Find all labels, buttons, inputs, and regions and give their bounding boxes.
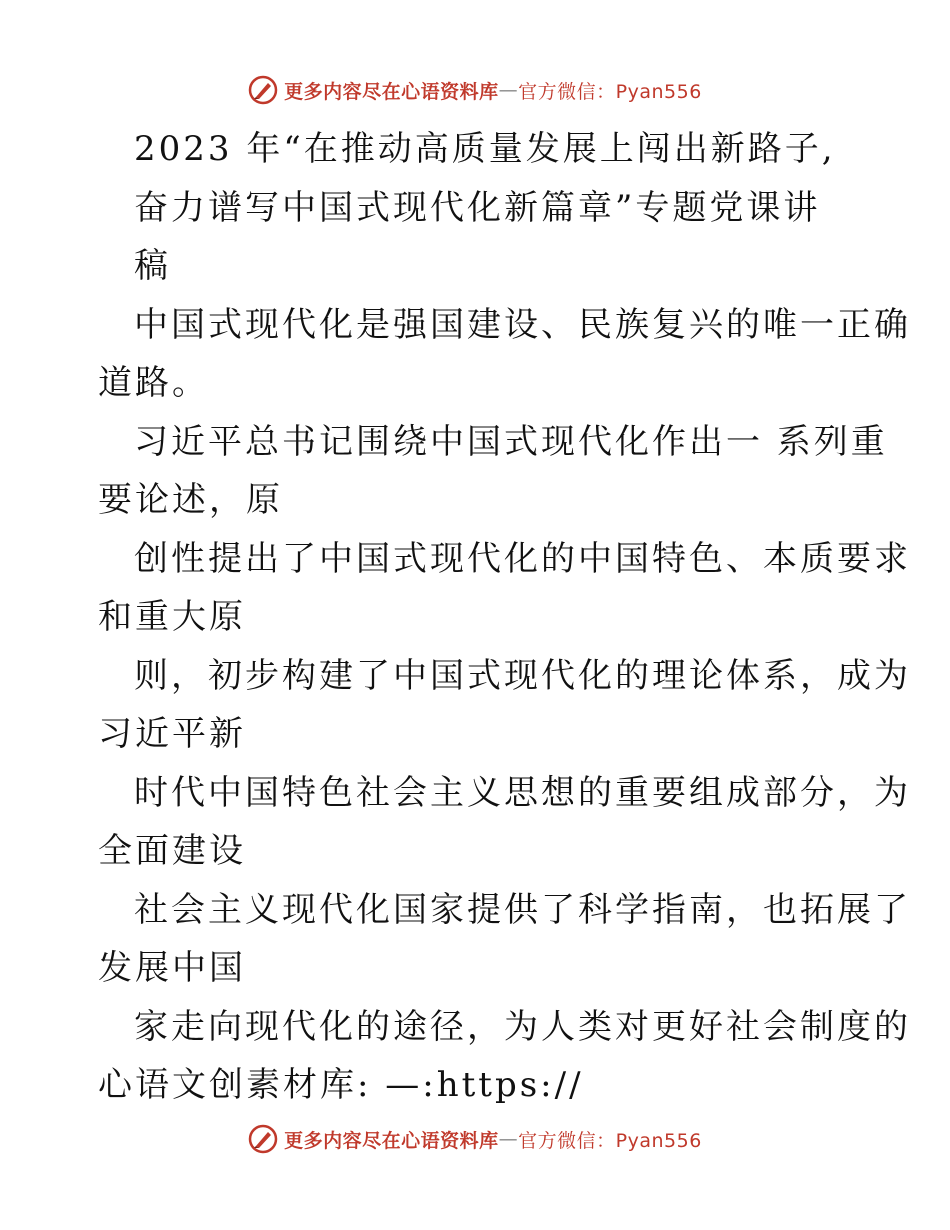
banner-main-text: 更多内容尽在心语资料库	[284, 1129, 499, 1152]
footer-banner	[0, 1121, 950, 1157]
banner-separator: —	[498, 79, 519, 101]
body-line: 和重大原	[98, 597, 246, 637]
body-line: 心语文创素材库: —:https://	[98, 1065, 584, 1105]
banner-separator: —	[498, 1128, 519, 1150]
body-line: 则，初步构建了中国式现代化的理论体系，成为	[134, 655, 911, 696]
body-line: 社会主义现代化国家提供了科学指南，也拓展了	[134, 889, 911, 930]
body-line: 中国式现代化是强国建设、民族复兴的唯一正确	[134, 304, 911, 345]
document-title	[98, 120, 858, 296]
title-line-3: 稿	[134, 246, 171, 286]
banner-main-text: 更多内容尽在心语资料库	[284, 80, 499, 103]
header-banner	[0, 72, 950, 108]
banner-wechat-text: 官方微信：Pyan556	[518, 80, 702, 103]
body-line: 全面建设	[98, 831, 246, 871]
title-line-1: 2023 年“在推动高质量发展上闯出新路子,	[134, 129, 836, 169]
body-line: 时代中国特色社会主义思想的重要组成部分，为	[134, 772, 911, 813]
body-line: 创性提出了中国式现代化的中国特色、本质要求	[134, 538, 911, 579]
title-line-2: 奋力谱写中国式现代化新篇章”专题党课讲	[134, 187, 821, 228]
body-paragraphs	[98, 296, 911, 1115]
body-line: 家走向现代化的途径，为人类对更好社会制度的	[134, 1006, 911, 1047]
body-line: 发展中国	[98, 948, 246, 988]
document-body	[98, 120, 911, 1115]
pen-logo-icon	[248, 1124, 278, 1154]
body-line: 要论述，原	[98, 480, 283, 520]
body-line: 道路。	[98, 363, 209, 403]
banner-wechat-text: 官方微信：Pyan556	[518, 1129, 702, 1152]
pen-logo-icon	[248, 75, 278, 105]
body-line: 习近平总书记围绕中国式现代化作出一 系列重	[134, 421, 888, 462]
body-line: 习近平新	[98, 714, 246, 754]
